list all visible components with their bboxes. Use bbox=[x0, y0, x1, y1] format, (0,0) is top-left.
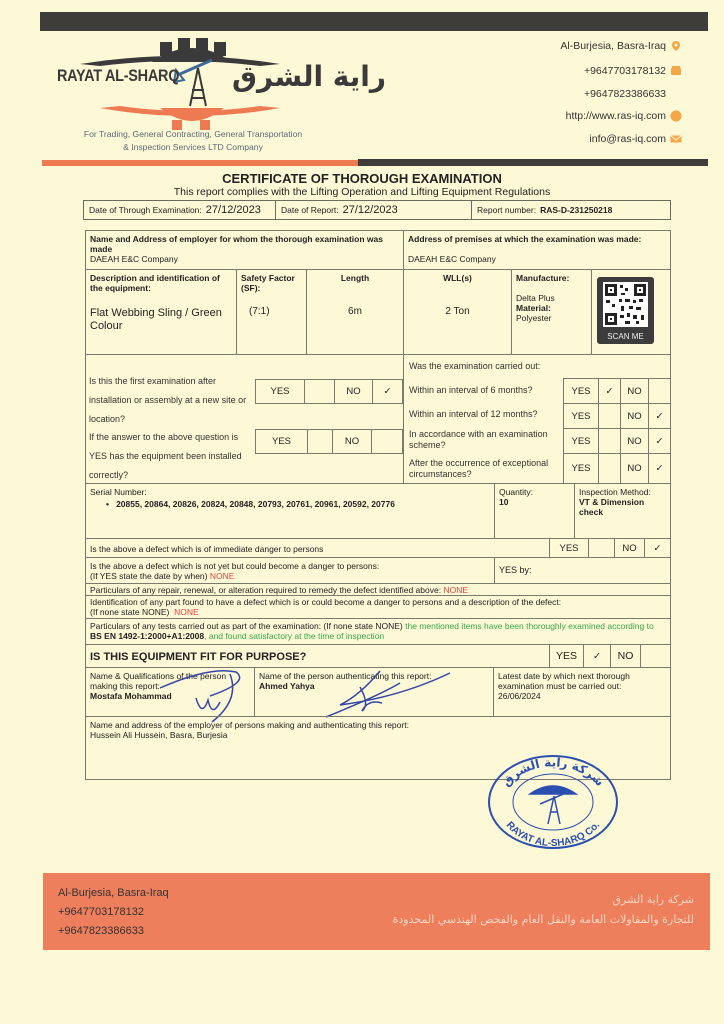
header-top-bar bbox=[40, 12, 708, 31]
installed-no-checkbox[interactable] bbox=[371, 429, 403, 454]
header-divider-orange bbox=[42, 160, 360, 166]
contact-website[interactable] bbox=[566, 110, 682, 122]
quantity-label: Quantity: bbox=[499, 487, 534, 497]
stamp-text-ar: شركة راية الشرق bbox=[499, 755, 607, 789]
footer-address: Al-Burjesia, Basra-Iraq bbox=[58, 887, 169, 899]
contact-phone-1-text: +9647703178132 bbox=[583, 65, 666, 77]
manufacture-cell bbox=[511, 269, 592, 355]
installed-yes-label: YES bbox=[255, 429, 308, 454]
serial-number-cell bbox=[85, 483, 495, 539]
exceptional-no-label: NO bbox=[620, 453, 649, 484]
interval-12-months-question: Within an interval of 12 months? bbox=[409, 409, 538, 419]
contact-address-text: Al-Burjesia, Basra-Iraq bbox=[560, 40, 666, 52]
premises-value: DAEAH E&C Company bbox=[408, 254, 496, 264]
immediate-danger-yes-label: YES bbox=[549, 538, 589, 558]
contact-website-text: http://www.ras-iq.com bbox=[565, 110, 666, 122]
identification-line-1: Identification of any part found to have a defect which is or could become a danger to persons and a description of the defect: bbox=[90, 597, 562, 607]
installed-correctly-question: If the answer to the above question is YES has the equipment been installed correctly? bbox=[89, 432, 242, 480]
length-value: 6m bbox=[348, 306, 362, 317]
tests-value-part-1: the mentioned items have been thoroughly examined according to bbox=[405, 621, 654, 631]
next-exam-cell bbox=[493, 667, 671, 717]
serial-number-label: Serial Number: bbox=[90, 487, 147, 497]
company-tagline bbox=[58, 128, 328, 154]
tests-value-part-2: , and found satisfactory at the time of inspection bbox=[204, 631, 385, 641]
wll-cell bbox=[403, 269, 512, 355]
equipment-desc-value: Flat Webbing Sling / Green Colour bbox=[90, 307, 222, 332]
equipment-desc-label: Description and identification of the equipment: bbox=[90, 273, 220, 293]
certificate-subtitle: This report complies with the Lifting Operation and Lifting Equipment Regulations bbox=[173, 186, 551, 198]
authenticator-name: Ahmed Yahya bbox=[259, 681, 315, 691]
exceptional-no-checkbox[interactable]: ✓ bbox=[648, 453, 671, 484]
wll-value: 2 Ton bbox=[445, 306, 470, 317]
interval-12-no-checkbox[interactable]: ✓ bbox=[648, 403, 671, 429]
length-cell bbox=[306, 269, 404, 355]
next-exam-label: Latest date by which next thorough examination must be carried out: bbox=[498, 671, 630, 691]
exam-date-label: Date of Through Examination: bbox=[89, 205, 202, 215]
contact-email[interactable] bbox=[589, 133, 682, 145]
potential-danger-line-2: (If YES state the date by when) bbox=[90, 571, 208, 581]
safety-factor-cell bbox=[236, 269, 307, 355]
stamp-text-en: RAYAT AL-SHARQ Co. bbox=[503, 819, 603, 850]
identification-line-2: (If none state NONE) bbox=[90, 607, 170, 617]
company-name-ar: راية الشرق bbox=[232, 60, 387, 93]
yes-by-cell bbox=[494, 557, 671, 584]
repair-label: Particulars of any repair, renewal, or alteration required to remedy the defect identified above: bbox=[90, 585, 442, 595]
report-maker-name: Mostafa Mohammad bbox=[90, 691, 172, 701]
safety-factor-value: (7:1) bbox=[249, 306, 270, 317]
envelope-icon bbox=[670, 133, 682, 145]
interval-6-no-label: NO bbox=[620, 378, 649, 404]
stamp-pump-icon bbox=[530, 786, 576, 824]
next-exam-date: 26/06/2024 bbox=[498, 691, 541, 701]
qr-code-pattern bbox=[603, 282, 648, 327]
first-exam-no-checkbox[interactable]: ✓ bbox=[372, 379, 403, 404]
length-label: Length bbox=[340, 273, 370, 283]
inspection-method-cell bbox=[574, 483, 671, 539]
tagline-line-2: & Inspection Services LTD Company bbox=[123, 142, 263, 152]
certificate-title: CERTIFICATE OF THOROUGH EXAMINATION bbox=[222, 171, 502, 186]
interval-12-yes-checkbox[interactable] bbox=[598, 403, 621, 429]
carried-out-label: Was the examination carried out: bbox=[409, 361, 541, 371]
exam-scheme-question: In accordance with an examination scheme? bbox=[409, 429, 548, 450]
exceptional-yes-label: YES bbox=[563, 453, 599, 484]
equipment-desc-cell bbox=[85, 269, 237, 355]
company-name-en: RAYAT AL-SHARQ bbox=[57, 66, 180, 85]
inspection-method-value: VT & Dimension check bbox=[579, 497, 645, 517]
fit-for-purpose-question: IS THIS EQUIPMENT FIT FOR PURPOSE? bbox=[85, 644, 550, 668]
serial-number-list bbox=[90, 499, 490, 509]
footer-contact bbox=[58, 884, 169, 941]
manufacture-value: Delta Plus bbox=[516, 293, 555, 303]
tests-label: Particulars of any tests carried out as part of the examination: (If none state NONE) bbox=[90, 621, 403, 631]
inspection-method-label: Inspection Method: bbox=[579, 487, 651, 497]
scheme-yes-checkbox[interactable] bbox=[598, 428, 621, 454]
header-divider-dark bbox=[358, 159, 708, 166]
exam-date-value: 27/12/2023 bbox=[205, 204, 261, 216]
interval-12-no-label: NO bbox=[620, 403, 649, 429]
premises-cell bbox=[403, 230, 671, 270]
potential-danger-line-1: Is the above a defect which is not yet but could become a danger to persons: bbox=[90, 561, 380, 571]
employer-of-persons-label: Name and address of the employer of persons making and authenticating this report: bbox=[90, 720, 409, 730]
qr-code-icon bbox=[603, 282, 648, 327]
material-label: Material: bbox=[516, 303, 551, 313]
scheme-no-checkbox[interactable]: ✓ bbox=[648, 428, 671, 454]
scheme-yes-label: YES bbox=[563, 428, 599, 454]
report-number-label: Report number: bbox=[477, 205, 537, 215]
company-stamp bbox=[486, 748, 620, 850]
contact-address bbox=[560, 40, 682, 52]
gear-bottom-teeth-icon bbox=[160, 108, 224, 130]
qr-scan-me-label: SCAN ME bbox=[607, 332, 644, 341]
employer-cell bbox=[85, 230, 404, 270]
safety-factor-label: Safety Factor (SF): bbox=[241, 273, 295, 293]
footer-phone-2[interactable]: +9647823386633 bbox=[58, 925, 144, 937]
footer-company-ar: شركة راية الشرق bbox=[612, 893, 694, 906]
report-date-value: 27/12/2023 bbox=[342, 204, 398, 216]
repair-value: NONE bbox=[443, 585, 468, 595]
phone-icon bbox=[670, 65, 682, 77]
dates-row bbox=[83, 200, 671, 220]
installed-no-label: NO bbox=[332, 429, 372, 454]
quantity-value: 10 bbox=[499, 497, 509, 507]
fit-yes-checkbox[interactable]: ✓ bbox=[583, 644, 611, 668]
fit-yes-label: YES bbox=[549, 644, 584, 668]
identification-value: NONE bbox=[174, 607, 199, 617]
authenticator-label: Name of the person authenticating this report: bbox=[259, 671, 432, 681]
immediate-danger-question: Is the above a defect which is of immediate danger to persons bbox=[85, 538, 550, 558]
immediate-danger-yes-checkbox[interactable] bbox=[588, 538, 615, 558]
exceptional-circumstances-question: After the occurrence of exceptional circumstances? bbox=[409, 458, 549, 479]
identification-cell bbox=[85, 595, 671, 619]
exceptional-yes-checkbox[interactable] bbox=[598, 453, 621, 484]
bullet-icon: • bbox=[106, 499, 117, 509]
interval-12-yes-label: YES bbox=[563, 403, 599, 429]
interval-6-yes-label: YES bbox=[563, 378, 599, 404]
report-date-cell bbox=[276, 201, 472, 219]
first-exam-no-label: NO bbox=[334, 379, 373, 404]
report-number-value: RAS-D-231250218 bbox=[540, 205, 613, 215]
globe-icon bbox=[670, 110, 682, 122]
immediate-danger-no-checkbox[interactable]: ✓ bbox=[644, 538, 671, 558]
contact-phone-1[interactable] bbox=[584, 65, 682, 77]
report-number-cell bbox=[472, 201, 670, 219]
contact-phone-2[interactable] bbox=[584, 88, 666, 100]
fit-no-label: NO bbox=[610, 644, 641, 668]
footer-phone-1[interactable]: +9647703178132 bbox=[58, 906, 144, 918]
first-exam-yes-checkbox[interactable] bbox=[304, 379, 335, 404]
oil-pump-icon bbox=[174, 60, 212, 106]
employer-label: Name and Address of employer for whom the thorough examination was made bbox=[90, 234, 383, 254]
premises-label: Address of premises at which the examination was made: bbox=[408, 234, 642, 244]
first-exam-question: Is this the first examination after installation or assembly at a new site or location? bbox=[89, 376, 247, 424]
employer-of-persons-value: Hussein Ali Hussein, Basra, Burjesia bbox=[90, 730, 228, 740]
scheme-no-label: NO bbox=[620, 428, 649, 454]
contact-phone-2-text: +9647823386633 bbox=[583, 88, 666, 100]
footer-tagline-ar: للتجارة والمقاولات العامة والنقل العام والفحص الهندسي المحدودة bbox=[392, 913, 694, 926]
manufacture-label: Manufacture: bbox=[516, 273, 570, 283]
material-value: Polyester bbox=[516, 313, 552, 323]
location-pin-icon bbox=[670, 40, 682, 52]
gear-teeth-icon bbox=[152, 38, 232, 62]
report-maker-label: Name & Qualifications of the person making this report: bbox=[90, 671, 227, 691]
interval-6-no-checkbox[interactable] bbox=[648, 378, 671, 404]
tagline-line-1: For Trading, General Contracting, General Transportation bbox=[83, 129, 303, 139]
fit-no-checkbox[interactable] bbox=[640, 644, 671, 668]
interval-6-months-question: Within an interval of 6 months? bbox=[409, 385, 533, 395]
contact-email-text: info@ras-iq.com bbox=[589, 133, 666, 145]
exam-date-cell bbox=[84, 201, 276, 219]
serial-number-values: 20855, 20864, 20826, 20824, 20848, 20793, 20761, 20961, 20592, 20776 bbox=[116, 499, 395, 509]
wll-label: WLL(s) bbox=[443, 273, 472, 283]
interval-6-yes-checkbox[interactable]: ✓ bbox=[598, 378, 621, 404]
installed-yes-checkbox[interactable] bbox=[307, 429, 333, 454]
yes-by-label: YES by: bbox=[499, 565, 532, 575]
tests-cell bbox=[85, 618, 671, 645]
tests-standard: BS EN 1492-1:2000+A1:2008 bbox=[90, 631, 205, 641]
employer-value: DAEAH E&C Company bbox=[90, 254, 178, 264]
first-exam-yes-label: YES bbox=[255, 379, 305, 404]
potential-danger-cell bbox=[85, 557, 495, 584]
immediate-danger-no-label: NO bbox=[614, 538, 645, 558]
potential-danger-value: NONE bbox=[209, 571, 235, 581]
qr-code[interactable] bbox=[597, 277, 654, 344]
report-date-label: Date of Report: bbox=[281, 205, 339, 215]
quantity-cell bbox=[494, 483, 575, 539]
